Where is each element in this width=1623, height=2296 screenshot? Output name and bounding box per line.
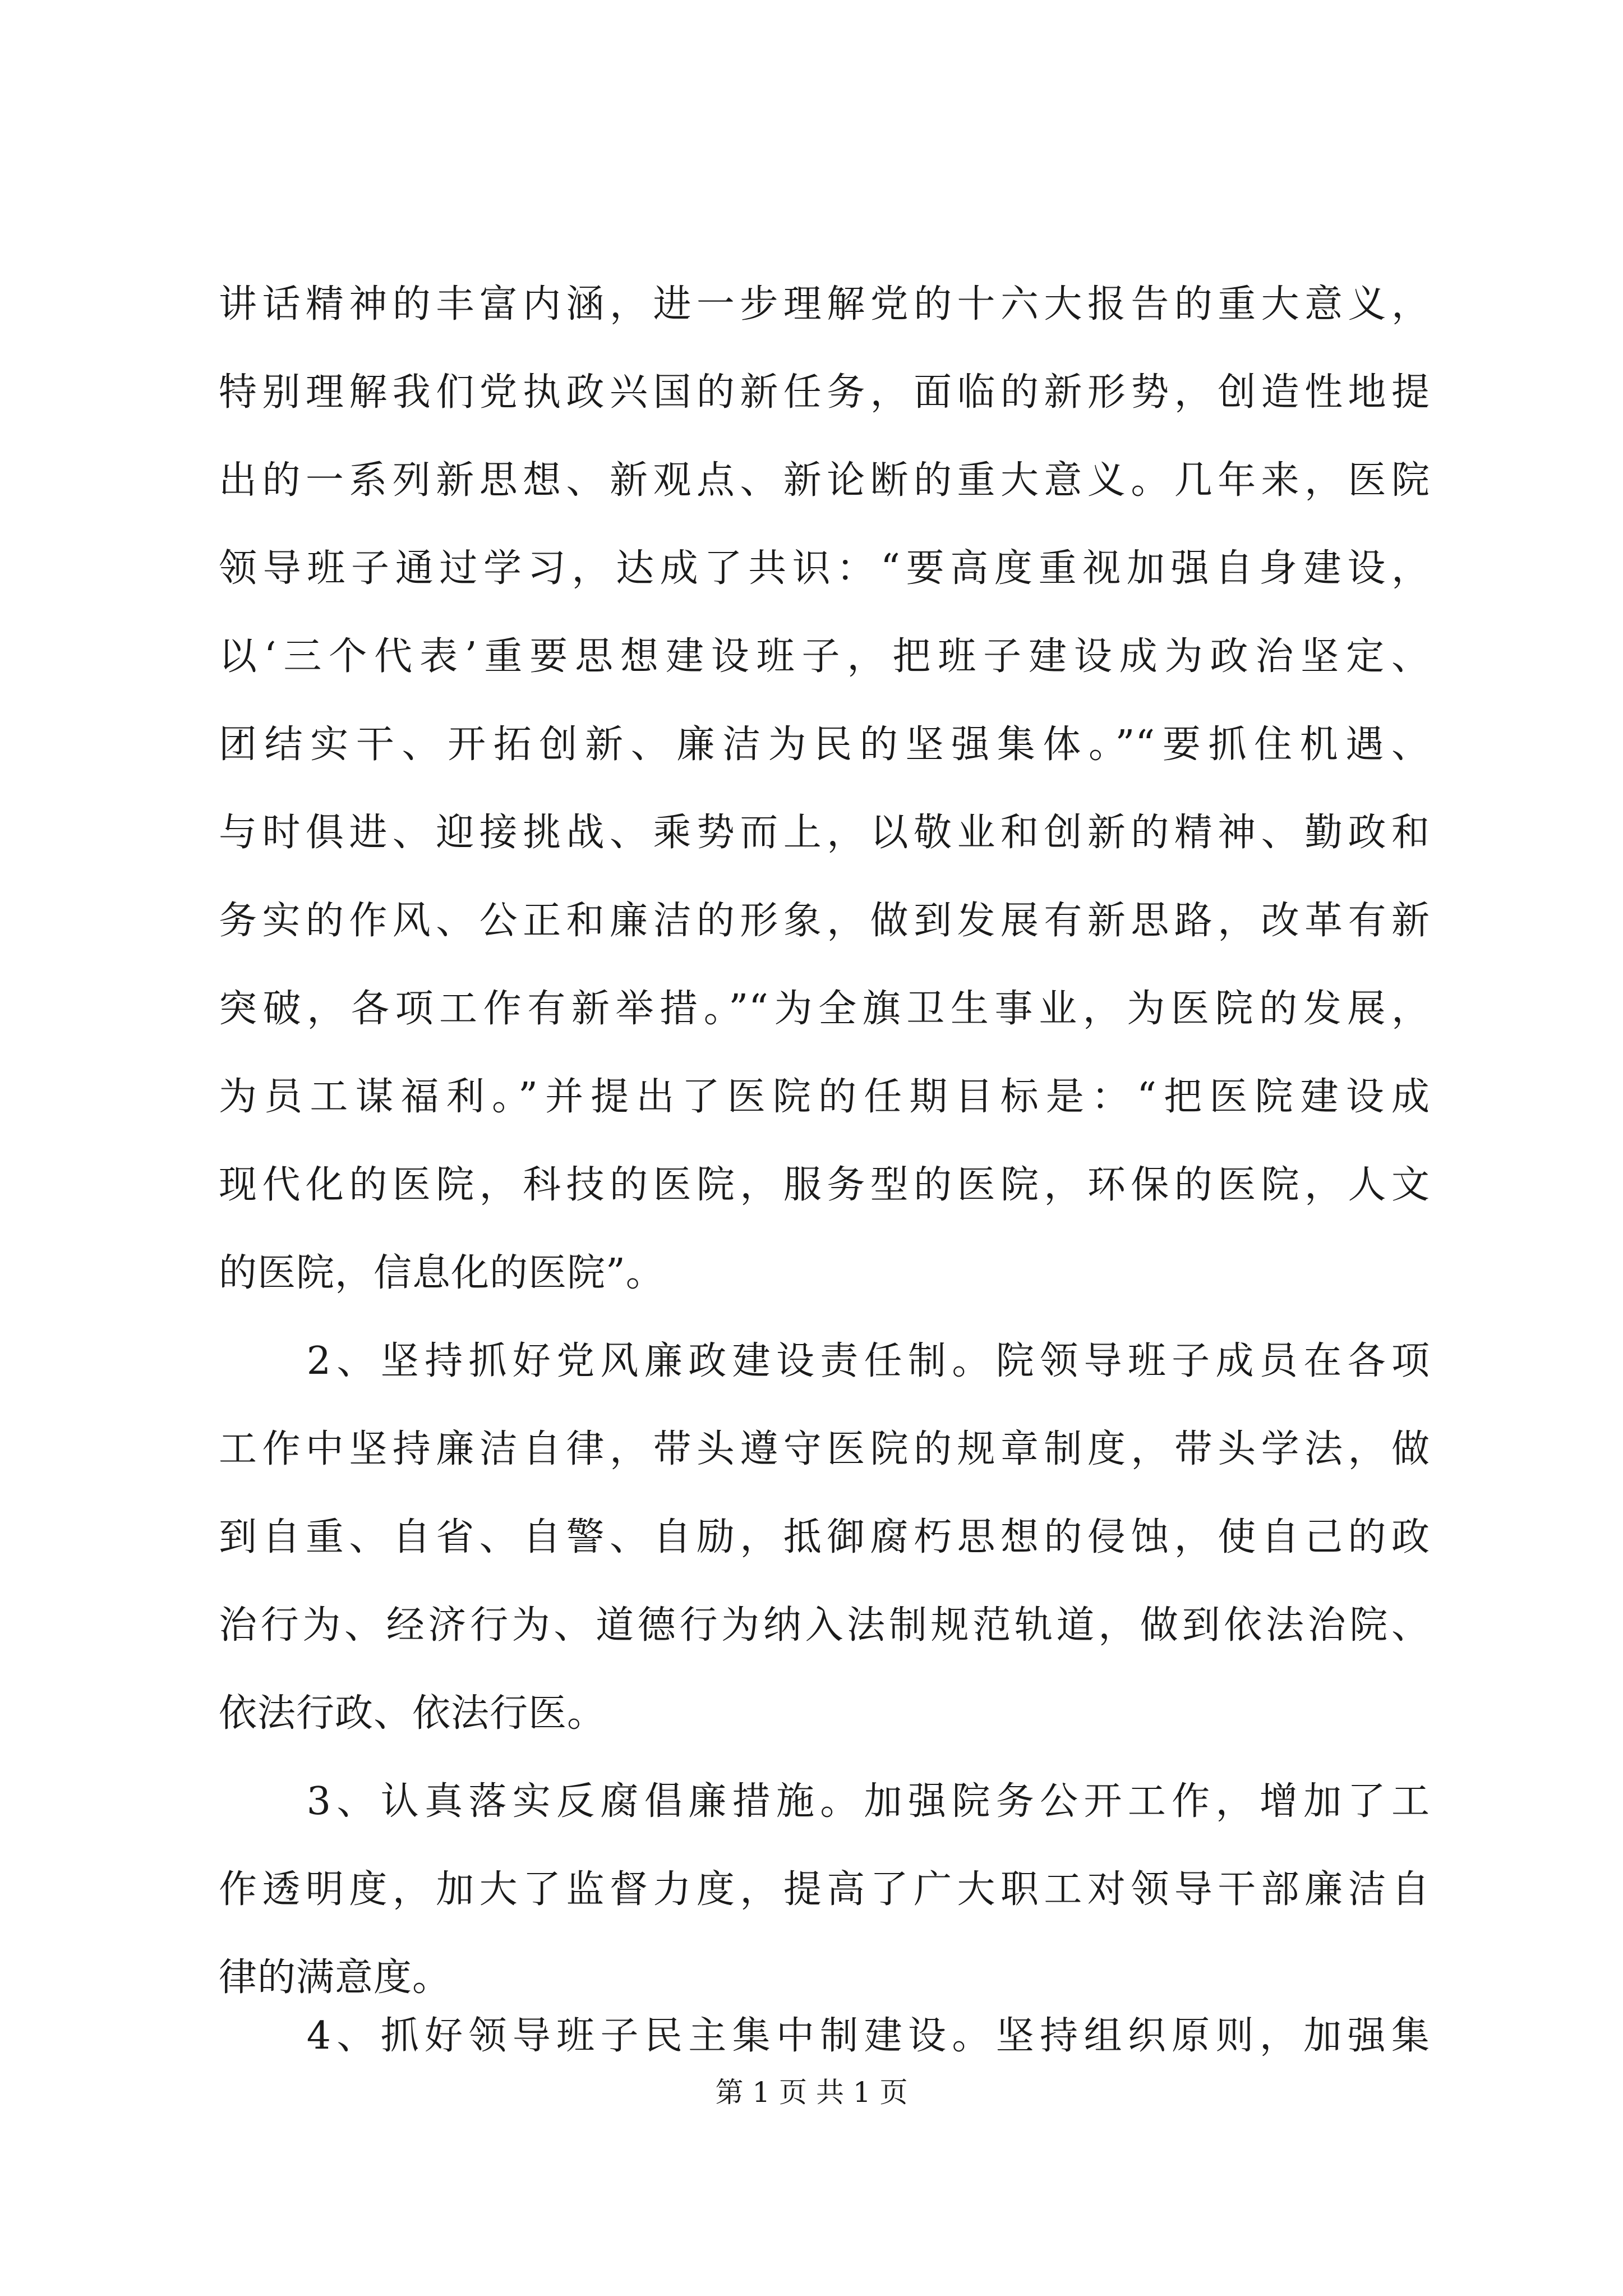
text-line: 工作中坚持廉洁自律，带头遵守医院的规章制度，带头学法，做 xyxy=(219,1427,1430,1471)
text-line: 出的一系列新思想、新观点、新论断的重大意义。几年来，医院 xyxy=(219,458,1430,503)
text-line: 治行为、经济行为、道德行为纳入法制规范轨道，做到依法治院、 xyxy=(219,1603,1430,1648)
text-line: 的医院，信息化的医院”。 xyxy=(219,1251,665,1295)
paragraph-3-start: 3、认真落实反腐倡廉措施。加强院务公开工作，增加了工 xyxy=(219,1779,1430,1824)
text-line: 特别理解我们党执政兴国的新任务，面临的新形势，创造性地提 xyxy=(219,370,1430,415)
text-line: 为员工谋福利。”并提出了医院的任期目标是：“把医院建设成 xyxy=(219,1075,1430,1119)
text-line: 突破，各项工作有新举措。”“为全旗卫生事业，为医院的发展， xyxy=(219,987,1430,1031)
text-line: 领导班子通过学习，达成了共识：“要高度重视加强自身建设， xyxy=(219,546,1430,591)
text-line: 依法行政、依法行医。 xyxy=(219,1691,606,1736)
text-line: 务实的作风、公正和廉洁的形象，做到发展有新思路，改革有新 xyxy=(219,899,1430,943)
text-line: 律的满意度。 xyxy=(219,1955,451,2000)
text-line: 以‘三个代表’重要思想建设班子，把班子建设成为政治坚定、 xyxy=(219,634,1430,679)
paragraph-2-start: 2、坚持抓好党风廉政建设责任制。院领导班子成员在各项 xyxy=(219,1339,1430,1383)
text-line: 作透明度，加大了监督力度，提高了广大职工对领导干部廉洁自 xyxy=(219,1867,1430,1912)
text-line: 团结实干、开拓创新、廉洁为民的坚强集体。”“要抓住机遇、 xyxy=(219,723,1430,767)
text-line: 到自重、自省、自警、自励，抵御腐朽思想的侵蚀，使自己的政 xyxy=(219,1515,1430,1559)
text-line: 与时俱进、迎接挑战、乘势而上，以敬业和创新的精神、勤政和 xyxy=(219,811,1430,855)
paragraph-4-start: 4、抓好领导班子民主集中制建设。坚持组织原则，加强集 xyxy=(219,2014,1430,2058)
page-footer: 第 1 页 共 1 页 xyxy=(715,2076,908,2109)
text-line: 现代化的医院，科技的医院，服务型的医院，环保的医院，人文 xyxy=(219,1163,1430,1207)
text-line: 讲话精神的丰富内涵，进一步理解党的十六大报告的重大意义， xyxy=(219,282,1430,326)
